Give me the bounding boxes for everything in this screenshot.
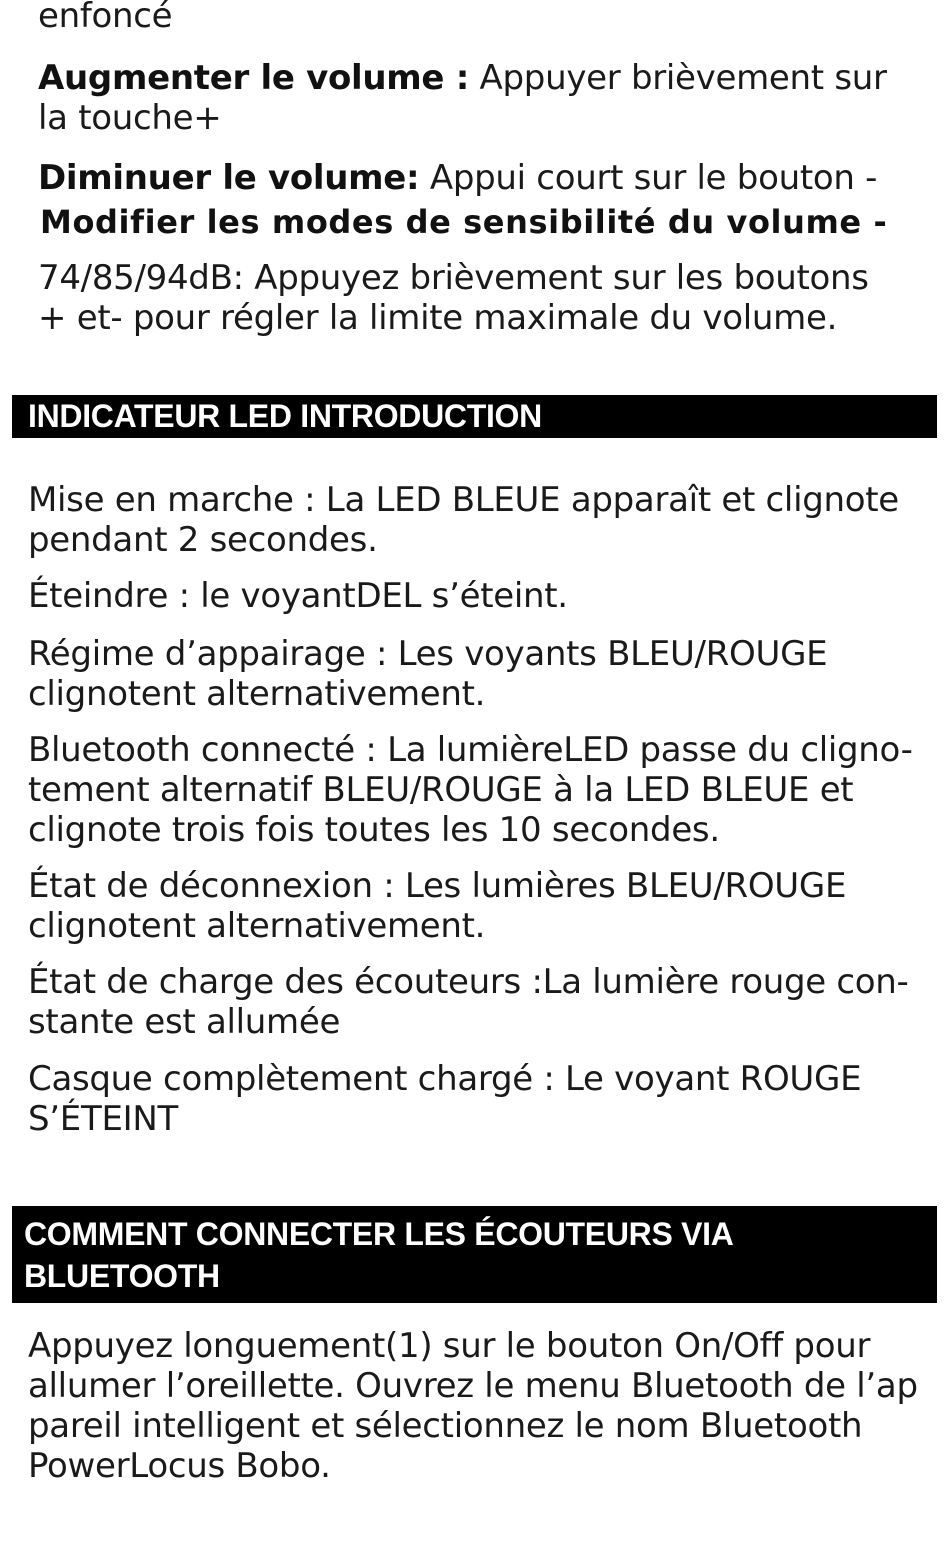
led-item-disconnected <box>28 866 846 946</box>
led-item-power-on-line-1: Mise en marche : La LED BLEUE apparaît et clignote <box>28 480 899 520</box>
led-item-power-on-line-2: pendant 2 secondes. <box>28 520 378 560</box>
led-item-fully-charged-line-2: S’ÉTEINT <box>28 1099 178 1139</box>
bluetooth-heading-line-1: COMMENT CONNECTER LES ÉCOUTEURS VIA <box>24 1216 734 1252</box>
sensitivity-text <box>38 258 869 338</box>
bluetooth-instructions <box>28 1326 918 1486</box>
sensitivity-label: Modifier les modes de sensibilité du volume - <box>40 203 888 241</box>
led-item-pairing-line-2: clignotent alternativement. <box>28 674 486 714</box>
led-heading-text: INDICATEUR LED INTRODUCTION <box>28 398 542 434</box>
continued-line <box>38 0 172 36</box>
led-item-connected-line-1: Bluetooth connecté : La lumièreLED passe du cligno- <box>28 730 913 770</box>
led-item-connected-line-3: clignote trois fois toutes les 10 secondes. <box>28 810 720 850</box>
sensitivity-text-2: + et- pour régler la limite maximale du volume. <box>38 298 838 338</box>
led-item-power-off <box>28 576 568 616</box>
increase-volume-paragraph <box>38 58 887 138</box>
led-item-charging <box>28 962 909 1042</box>
led-section-heading <box>12 395 937 438</box>
bluetooth-text-3: pareil intelligent et sélectionnez le nom Bluetooth <box>28 1406 863 1446</box>
increase-volume-text-2: la touche+ <box>38 98 222 138</box>
bluetooth-text-1: Appuyez longuement(1) sur le bouton On/Off pour <box>28 1326 871 1366</box>
led-item-power-on <box>28 480 899 560</box>
decrease-volume-label: Diminuer le volume: <box>38 158 420 198</box>
led-item-power-off-line-1: Éteindre : le voyantDEL s’éteint. <box>28 576 568 616</box>
decrease-volume-paragraph <box>38 158 877 198</box>
led-item-fully-charged-line-1: Casque complètement chargé : Le voyant ROUGE <box>28 1059 862 1099</box>
decrease-volume-text: Appui court sur le bouton - <box>429 158 878 198</box>
led-item-connected-line-2: tement alternatif BLEU/ROUGE à la LED BLEUE et <box>28 770 854 810</box>
bluetooth-section-heading <box>12 1206 937 1303</box>
led-item-disconnected-line-2: clignotent alternativement. <box>28 906 486 946</box>
led-item-disconnected-line-1: État de déconnexion : Les lumières BLEU/ROUGE <box>28 866 847 906</box>
led-item-charging-line-1: État de charge des écouteurs :La lumière rouge con- <box>28 962 909 1002</box>
bluetooth-heading-line-2: BLUETOOTH <box>24 1258 220 1294</box>
sensitivity-text-1: 74/85/94dB: Appuyez brièvement sur les boutons <box>38 258 869 298</box>
increase-volume-text-1: Appuyer brièvement sur <box>479 58 887 98</box>
led-item-connected <box>28 730 913 850</box>
led-item-pairing-line-1: Régime d’appairage : Les voyants BLEU/ROUGE <box>28 634 828 674</box>
led-item-pairing <box>28 634 827 714</box>
led-item-fully-charged <box>28 1059 861 1139</box>
increase-volume-label: Augmenter le volume : <box>38 58 470 98</box>
led-item-charging-line-2: stante est allumée <box>28 1002 341 1042</box>
continued-line-text: enfoncé <box>38 0 173 36</box>
bluetooth-text-4: PowerLocus Bobo. <box>28 1446 331 1486</box>
sensitivity-paragraph <box>40 202 887 242</box>
bluetooth-text-2: allumer l’oreillette. Ouvrez le menu Bluetooth de l’ap <box>28 1366 918 1406</box>
